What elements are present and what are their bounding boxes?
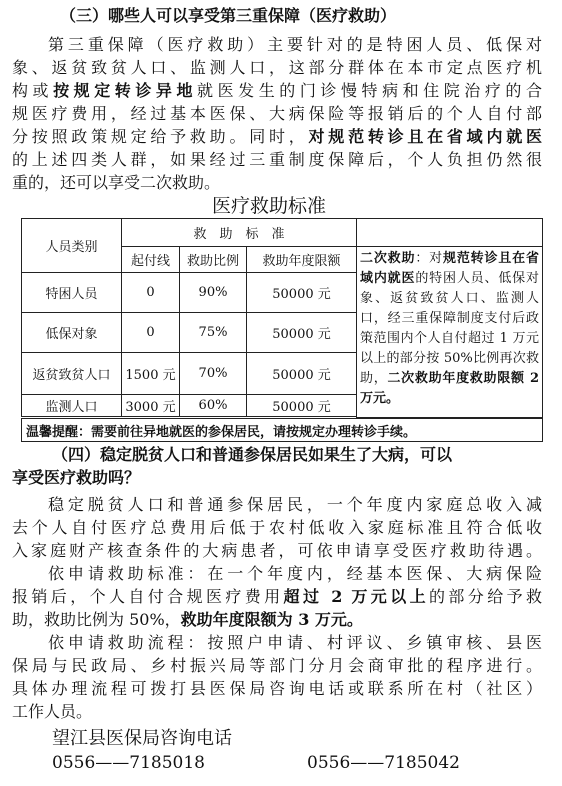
text-span: 助，救助比例为 50%， bbox=[12, 610, 181, 629]
text-span: 构或 bbox=[12, 81, 54, 100]
table-row bbox=[22, 273, 357, 313]
section3-line-6: 的上述四类人群，如果经过三重制度保障后，个人负担仍然很 bbox=[12, 150, 542, 169]
note-box-top-frame bbox=[356, 218, 543, 246]
section4-p3-line-1: 依申请救助流程：按照户申请、村评议、乡镇审核、县医 bbox=[48, 633, 542, 652]
section4-p2-line-3 bbox=[12, 609, 363, 631]
cell: 50000 元 bbox=[247, 353, 357, 395]
bold-span: 对规范转诊且在省域内就医 bbox=[308, 127, 542, 146]
section4-p3-line-2: 保局与民政局、乡村振兴局等部门分月会商审批的程序进行。 bbox=[12, 656, 542, 675]
cell: 50000 元 bbox=[247, 273, 357, 313]
cell: 低保对象 bbox=[22, 313, 122, 353]
section3-line-2: 象、返贫致贫人口、监测人口，这部分群体在本市定点医疗机 bbox=[12, 58, 542, 77]
section4-p1-line-2: 去个人自付医疗总费用后低于农村低收入家庭标准且符合低收 bbox=[12, 518, 542, 537]
cell: 特困人员 bbox=[22, 273, 122, 313]
text-span: 报销后，个人自付合规医疗费用 bbox=[12, 587, 284, 606]
text-span: 的部分给予救 bbox=[429, 587, 542, 606]
cell: 1500 元 bbox=[122, 353, 180, 395]
section4-title-1: （四）稳定脱贫人口和普通参保居民如果生了大病，可以 bbox=[52, 445, 453, 464]
header-person: 人员类别 bbox=[22, 219, 122, 273]
section4-p2-line-1: 依申请救助标准：在一个年度内，经基本医保、大病保险 bbox=[48, 564, 542, 583]
section3-line-7: 重的，还可以享受二次救助。 bbox=[12, 173, 221, 192]
section4-p2-line-2 bbox=[12, 586, 542, 608]
table-row bbox=[22, 353, 357, 395]
table-row bbox=[22, 395, 357, 417]
contact-title: 望江县医保局咨询电话 bbox=[52, 728, 232, 749]
text-span: ：对 bbox=[415, 251, 443, 266]
bold-span: 按规定转诊异地 bbox=[53, 81, 198, 100]
cell: 50000 元 bbox=[247, 313, 357, 353]
section4-p1-line-3: 入家庭财产核查条件的大病患者，可依申请享受医疗救助待遇。 bbox=[12, 541, 542, 560]
secondary-aid-note bbox=[356, 246, 543, 418]
bold-span: 二次救助年度救助限额 2 万元。 bbox=[360, 371, 539, 406]
cell: 75% bbox=[180, 313, 247, 353]
table-row bbox=[22, 313, 357, 353]
bold-span: 规范转诊且在省域内就医 bbox=[360, 251, 539, 286]
cell: 0 bbox=[122, 313, 180, 353]
contact-phone-1: 0556——7185018 bbox=[52, 753, 205, 773]
cell: 返贫致贫人口 bbox=[22, 353, 122, 395]
bold-span: 二次救助 bbox=[360, 251, 416, 266]
section3-title: （三）哪些人可以享受第三重保障（医疗救助） bbox=[60, 6, 397, 25]
reminder-tip: 温馨提醒：需要前往异地就医的参保居民，请按规定办理转诊手续。 bbox=[21, 418, 543, 442]
cell: 监测人口 bbox=[22, 395, 122, 417]
bold-span: 救助年度限额为 3 万元。 bbox=[180, 610, 363, 629]
text-span: 分按照政策规定给予救助。同时， bbox=[12, 127, 309, 146]
table-title: 医疗救助标准 bbox=[212, 195, 327, 217]
cell: 90% bbox=[180, 273, 247, 313]
section4-p1-line-1: 稳定脱贫人口和普通参保居民，一个年度内家庭总收入减 bbox=[48, 495, 542, 514]
section3-line-1: 第三重保障（医疗救助）主要针对的是特困人员、低保对 bbox=[48, 35, 542, 54]
cell: 0 bbox=[122, 273, 180, 313]
col-header: 起付线 bbox=[122, 247, 180, 273]
section4-p3-line-3: 具体办理流程可拨打县医保局咨询电话或联系所在村（社区） bbox=[12, 679, 542, 698]
text-span: 的特困人员、低保对象、返贫致贫人口、监测人口，经三重保障制度支付后政策范围内个人自付超过 1 万元以上的部分按 50%比例再次救助， bbox=[360, 271, 539, 386]
col-header: 救助年度限额 bbox=[247, 247, 357, 273]
cell: 50000 元 bbox=[247, 395, 357, 417]
section3-line-5 bbox=[12, 126, 542, 148]
section4-p3-line-4: 工作人员。 bbox=[12, 702, 93, 721]
section4-title-2: 享受医疗救助吗？ bbox=[12, 468, 141, 487]
cell: 70% bbox=[180, 353, 247, 395]
header-standard: 救 助 标 准 bbox=[122, 219, 357, 247]
aid-standard-table bbox=[21, 218, 357, 417]
cell: 60% bbox=[180, 395, 247, 417]
text-span: 就医发生的门诊慢特病和住院治疗的合 bbox=[197, 81, 542, 100]
bold-span: 超过 2 万元以上 bbox=[283, 587, 429, 606]
col-header: 救助比例 bbox=[180, 247, 247, 273]
section3-line-3 bbox=[12, 80, 542, 102]
cell: 3000 元 bbox=[122, 395, 180, 417]
section3-line-4: 规医疗费用，经过基本医保、大病保险等报销后的个人自付部 bbox=[12, 104, 542, 123]
contact-phone-2: 0556——7185042 bbox=[307, 753, 460, 773]
